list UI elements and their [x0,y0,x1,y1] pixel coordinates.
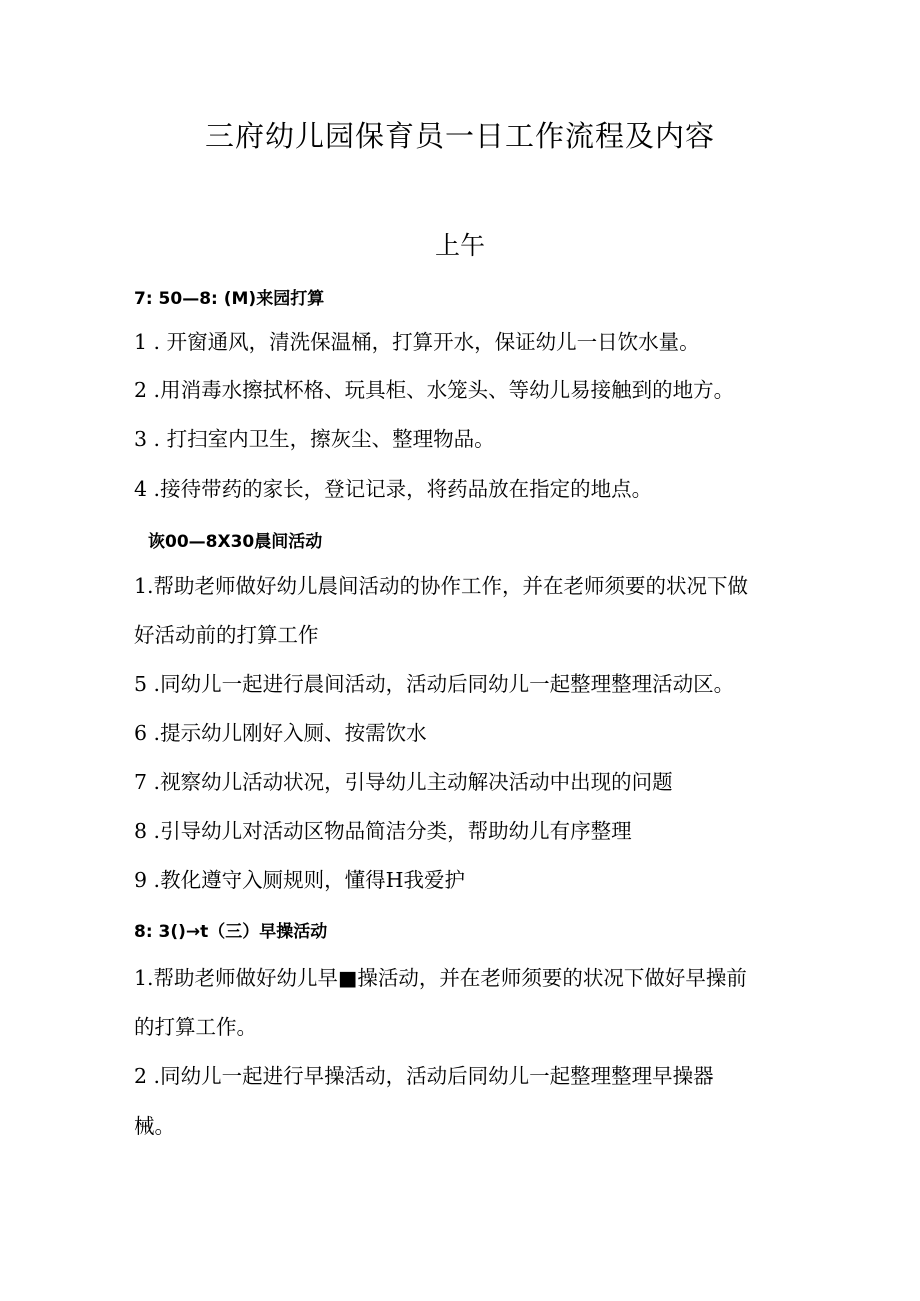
schedule-heading-arrival: 7: 50—8: (M)来园打算 [134,289,325,309]
document-title: 三府幼儿园保育员一日工作流程及内容 [204,119,715,153]
list-item: 6 .提示幼儿刚好入厕、按需饮水 [134,721,427,745]
list-item: 械。 [134,1114,175,1138]
list-item: 9 .教化遵守入厕规则，懂得H我爱护 [134,868,465,892]
list-item: 3 . 打扫室内卫生，擦灰尘、整理物品。 [134,427,495,451]
list-item: 的打算工作。 [134,1015,257,1039]
list-item: 好活动前的打算工作 [134,623,319,647]
list-item: 8 .引导幼儿对活动区物品简洁分类，帮助幼儿有序整理 [134,819,632,843]
list-item: 7 .视察幼儿活动状况，引导幼儿主动解决活动中出现的问题 [134,770,673,794]
schedule-heading-morning-activity: 诙00—8X30晨间活动 [148,532,323,552]
list-item: 5 .同幼儿一起进行晨间活动，活动后同幼儿一起整理整理活动区。 [134,672,735,696]
list-item: 4 .接待带药的家长，登记记录，将药品放在指定的地点。 [134,477,653,501]
list-item: 2 .用消毒水擦拭杯格、玩具柜、水笼头、等幼儿易接触到的地方。 [134,378,735,402]
section-heading-morning: 上午 [434,231,485,260]
list-item: 1.帮助老师做好幼儿晨间活动的协作工作，并在老师须要的状况下做 [134,574,749,598]
list-item: 1 . 开窗通风，清洗保温桶，打算开水，保证幼儿一日饮水量。 [134,330,700,354]
schedule-heading-morning-exercise: 8: 3()→t（三）早操活动 [134,922,328,942]
list-item: 1.帮助老师做好幼儿早■操活动，并在老师须要的状况下做好早操前 [134,966,747,990]
list-item: 2 .同幼儿一起进行早操活动，活动后同幼儿一起整理整理早操器 [134,1064,714,1088]
